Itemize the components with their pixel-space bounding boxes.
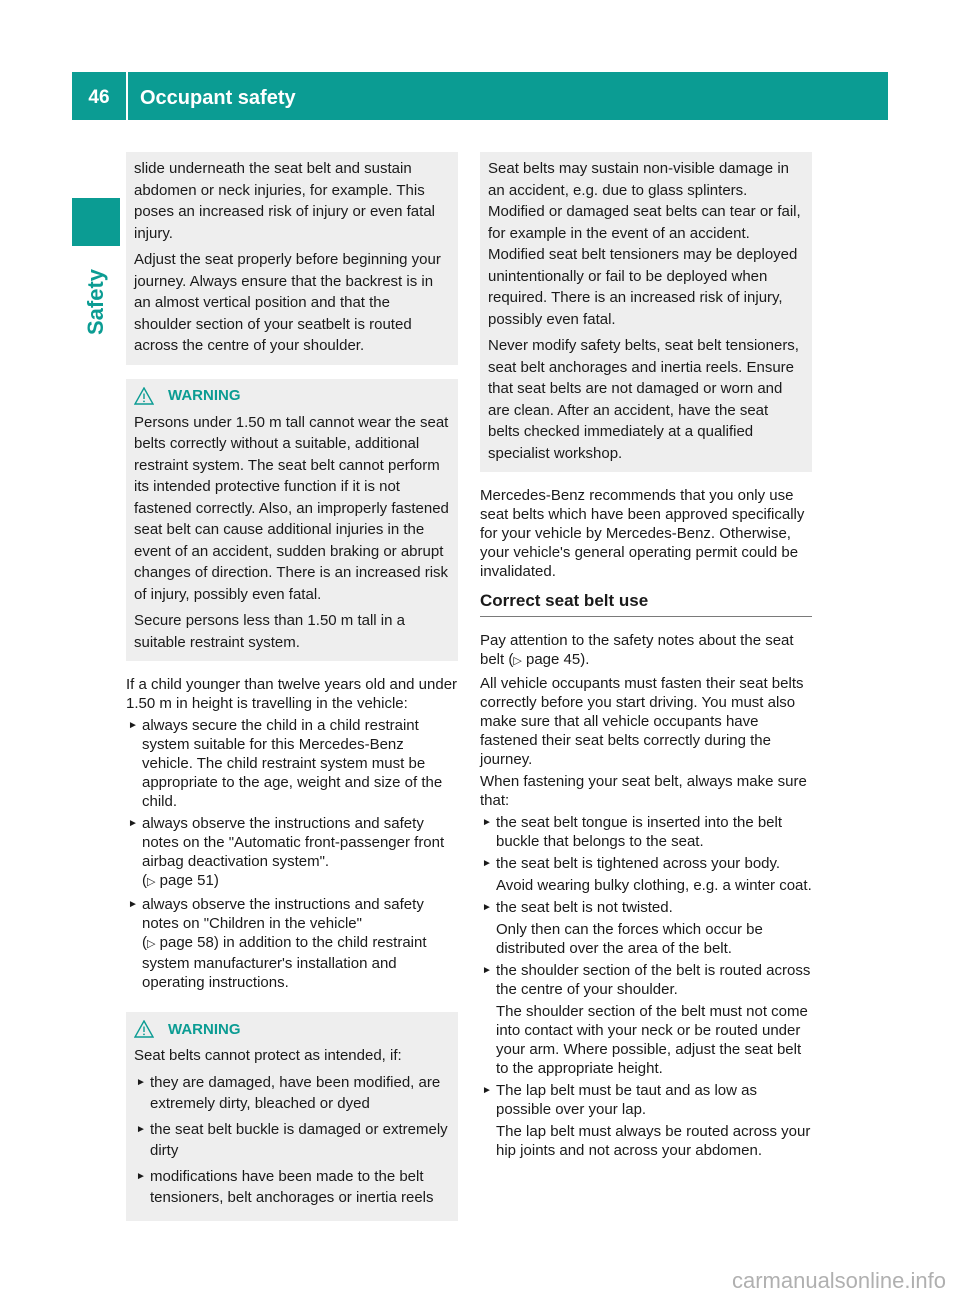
warning-label: WARNING (168, 387, 241, 404)
bullet-marker: ► (482, 858, 492, 869)
bullet-marker: ► (128, 818, 138, 829)
warning-triangle-icon (134, 387, 154, 405)
list-item (480, 813, 812, 851)
list-item-text: the seat belt is tightened across your body. (496, 855, 781, 872)
list-item-text: the seat belt buckle is damaged or extremely dirty (150, 1120, 448, 1159)
list-item-text: modifications have been made to the belt tensioners, belt anchorages or inertia reels (150, 1167, 434, 1206)
bullet-marker: ► (136, 1123, 146, 1135)
page-reference-link[interactable]: page 51 (159, 872, 214, 889)
page-reference-arrow: ▷ (147, 938, 156, 950)
list-item (480, 898, 812, 958)
bullet-marker: ► (136, 1170, 146, 1182)
bullet-marker: ► (482, 817, 492, 828)
attention-text-end: ). (580, 651, 590, 668)
left-column (126, 152, 458, 1235)
list-item (480, 854, 812, 895)
list-item-text: the shoulder section of the belt is routed across the centre of your shoulder. (496, 962, 811, 998)
list-item (480, 1081, 812, 1160)
list-item (126, 716, 458, 811)
warning-intro: Seat belts cannot protect as intended, if: (134, 1047, 402, 1064)
list-item (134, 1119, 450, 1162)
page-reference-arrow: ▷ (513, 655, 522, 667)
box-paragraph: Never modify safety belts, seat belt tensioners, seat belt anchorages and inertia reels. Ensure that seat belts are not damaged or worn and are clean. After an accident, have the seat belts checked immediately at a qualified specialist workshop. (488, 337, 799, 462)
list-item-note: Only then can the forces which occur be distributed over the area of the belt. (496, 921, 763, 957)
section-marker (72, 198, 120, 246)
list-item-text: the seat belt is not twisted. (496, 899, 673, 916)
list-item-text: the seat belt tongue is inserted into the belt buckle that belongs to the seat. (496, 814, 783, 850)
occupants-text: All vehicle occupants must fasten their seat belts correctly before you start driving. You must also make sure that all vehicle occupants have fastened their seat belts correctly during the journey. (480, 675, 804, 768)
list-item-text: always observe the instructions and safety notes on the "Automatic front-passenger front airbag deactivation system". (142, 815, 445, 870)
list-item-note: The lap belt must always be routed across your hip joints and not across your abdomen. (496, 1123, 811, 1159)
page-number: 46 (88, 87, 110, 108)
child-bullet-list (126, 716, 458, 992)
attention-text (480, 631, 812, 671)
warning-triangle-icon (134, 1020, 154, 1038)
list-item-text: always secure the child in a child restraint system suitable for this Mercedes-Benz vehicle. The child restraint system must be appropriate to the age, weight and size of the child. (142, 717, 443, 810)
fastening-bullet-list (480, 813, 812, 1160)
bullet-marker: ► (136, 1076, 146, 1088)
list-item-text: The lap belt must be taut and as low as possible over your lap. (496, 1082, 757, 1118)
list-item-note: Avoid wearing bulky clothing, e.g. a winter coat. (496, 877, 812, 894)
box-paragraph: slide underneath the seat belt and sustain abdomen or neck injuries, for example. This poses an increased risk of injury or even fatal injury. (134, 160, 435, 242)
watermark: carmanualsonline.info (731, 1268, 946, 1293)
warning-label: WARNING (168, 1020, 241, 1038)
warning-box-height (126, 379, 458, 662)
warning-header (134, 385, 450, 407)
bullet-marker: ► (482, 902, 492, 913)
list-item (480, 961, 812, 1078)
right-column (480, 152, 812, 1164)
list-item-text-continued: in addition to the child restraint system manufacturer's installation and operating instructions. (142, 934, 427, 991)
page-title: Occupant safety (140, 87, 296, 109)
box-paragraph: Seat belts may sustain non-visible damage in an accident, e.g. due to glass splinters. Modified or damaged seat belts can tear or fail, for example in the event of an accident. Modified seat belt tensioners may be deployed unintentionally or fail to be deployed when required. There is an increased risk of injury, possibly even fatal. (488, 160, 801, 328)
page-reference-link[interactable]: page 45 (526, 651, 581, 668)
side-tab-label: Safety (83, 268, 108, 336)
list-item (134, 1166, 450, 1209)
list-item-text: always observe the instructions and safety notes on "Children in the vehicle" (142, 896, 424, 932)
fastening-intro: When fastening your seat belt, always make sure that: (480, 773, 807, 809)
warning-bullet-list (134, 1072, 450, 1209)
bullet-marker: ► (482, 965, 492, 976)
list-item: ► always observe the instructions and safety notes on "Children in the vehicle" (▷ page 58) in addition to the child restraint system manufacturer's installation and operating instructions. (128, 896, 427, 991)
section-heading: Correct seat belt use (480, 591, 812, 617)
bullet-marker: ► (128, 720, 138, 731)
list-item-text: they are damaged, have been modified, are extremely dirty, bleached or dyed (150, 1073, 441, 1112)
list-item: ► always observe the instructions and safety notes on the "Automatic front-passenger front airbag deactivation system". (▷ page 51) (128, 815, 445, 889)
page-reference-link[interactable]: page 58 (159, 934, 214, 951)
warning-header (134, 1018, 450, 1040)
info-box-top (126, 152, 458, 365)
side-tab (72, 262, 120, 342)
list-item-note: The shoulder section of the belt must not come into contact with your neck or be routed under your arm. Where possible, adjust the seat belt to the appropriate height. (496, 1003, 808, 1077)
attention-text-start: Pay attention to the safety notes about the seat belt ( (480, 632, 794, 668)
bullet-marker: ► (482, 1085, 492, 1096)
list-item (134, 1072, 450, 1115)
header-divider (126, 72, 128, 120)
info-box-damage (480, 152, 812, 472)
warning-box-damage (126, 1012, 458, 1221)
box-paragraph: Adjust the seat properly before beginning your journey. Always ensure that the backrest is in an almost vertical position and that the shoulder section of your seatbelt is routed across the centre of your shoulder. (134, 251, 441, 354)
recommendation-text: Mercedes-Benz recommends that you only use seat belts which have been approved specifically for your vehicle by Mercedes-Benz. Otherwise, your vehicle's general operating permit could be invalidated. (480, 487, 805, 580)
bullet-marker: ► (128, 899, 138, 910)
warning-paragraph: Secure persons less than 1.50 m tall in a suitable restraint system. (134, 612, 405, 651)
child-intro: If a child younger than twelve years old and under 1.50 m in height is travelling in the vehicle: (126, 676, 458, 712)
warning-paragraph: Persons under 1.50 m tall cannot wear the seat belts correctly without a suitable, additional restraint system. The seat belt cannot perform its intended protective function if it is not fastened correctly. Also, an improperly fastened seat belt can cause additional injuries in the event of an accident, sudden braking or abrupt changes of direction. There is an increased risk of injury, possibly even fatal. (134, 413, 449, 603)
page-reference-arrow: ▷ (147, 876, 156, 888)
